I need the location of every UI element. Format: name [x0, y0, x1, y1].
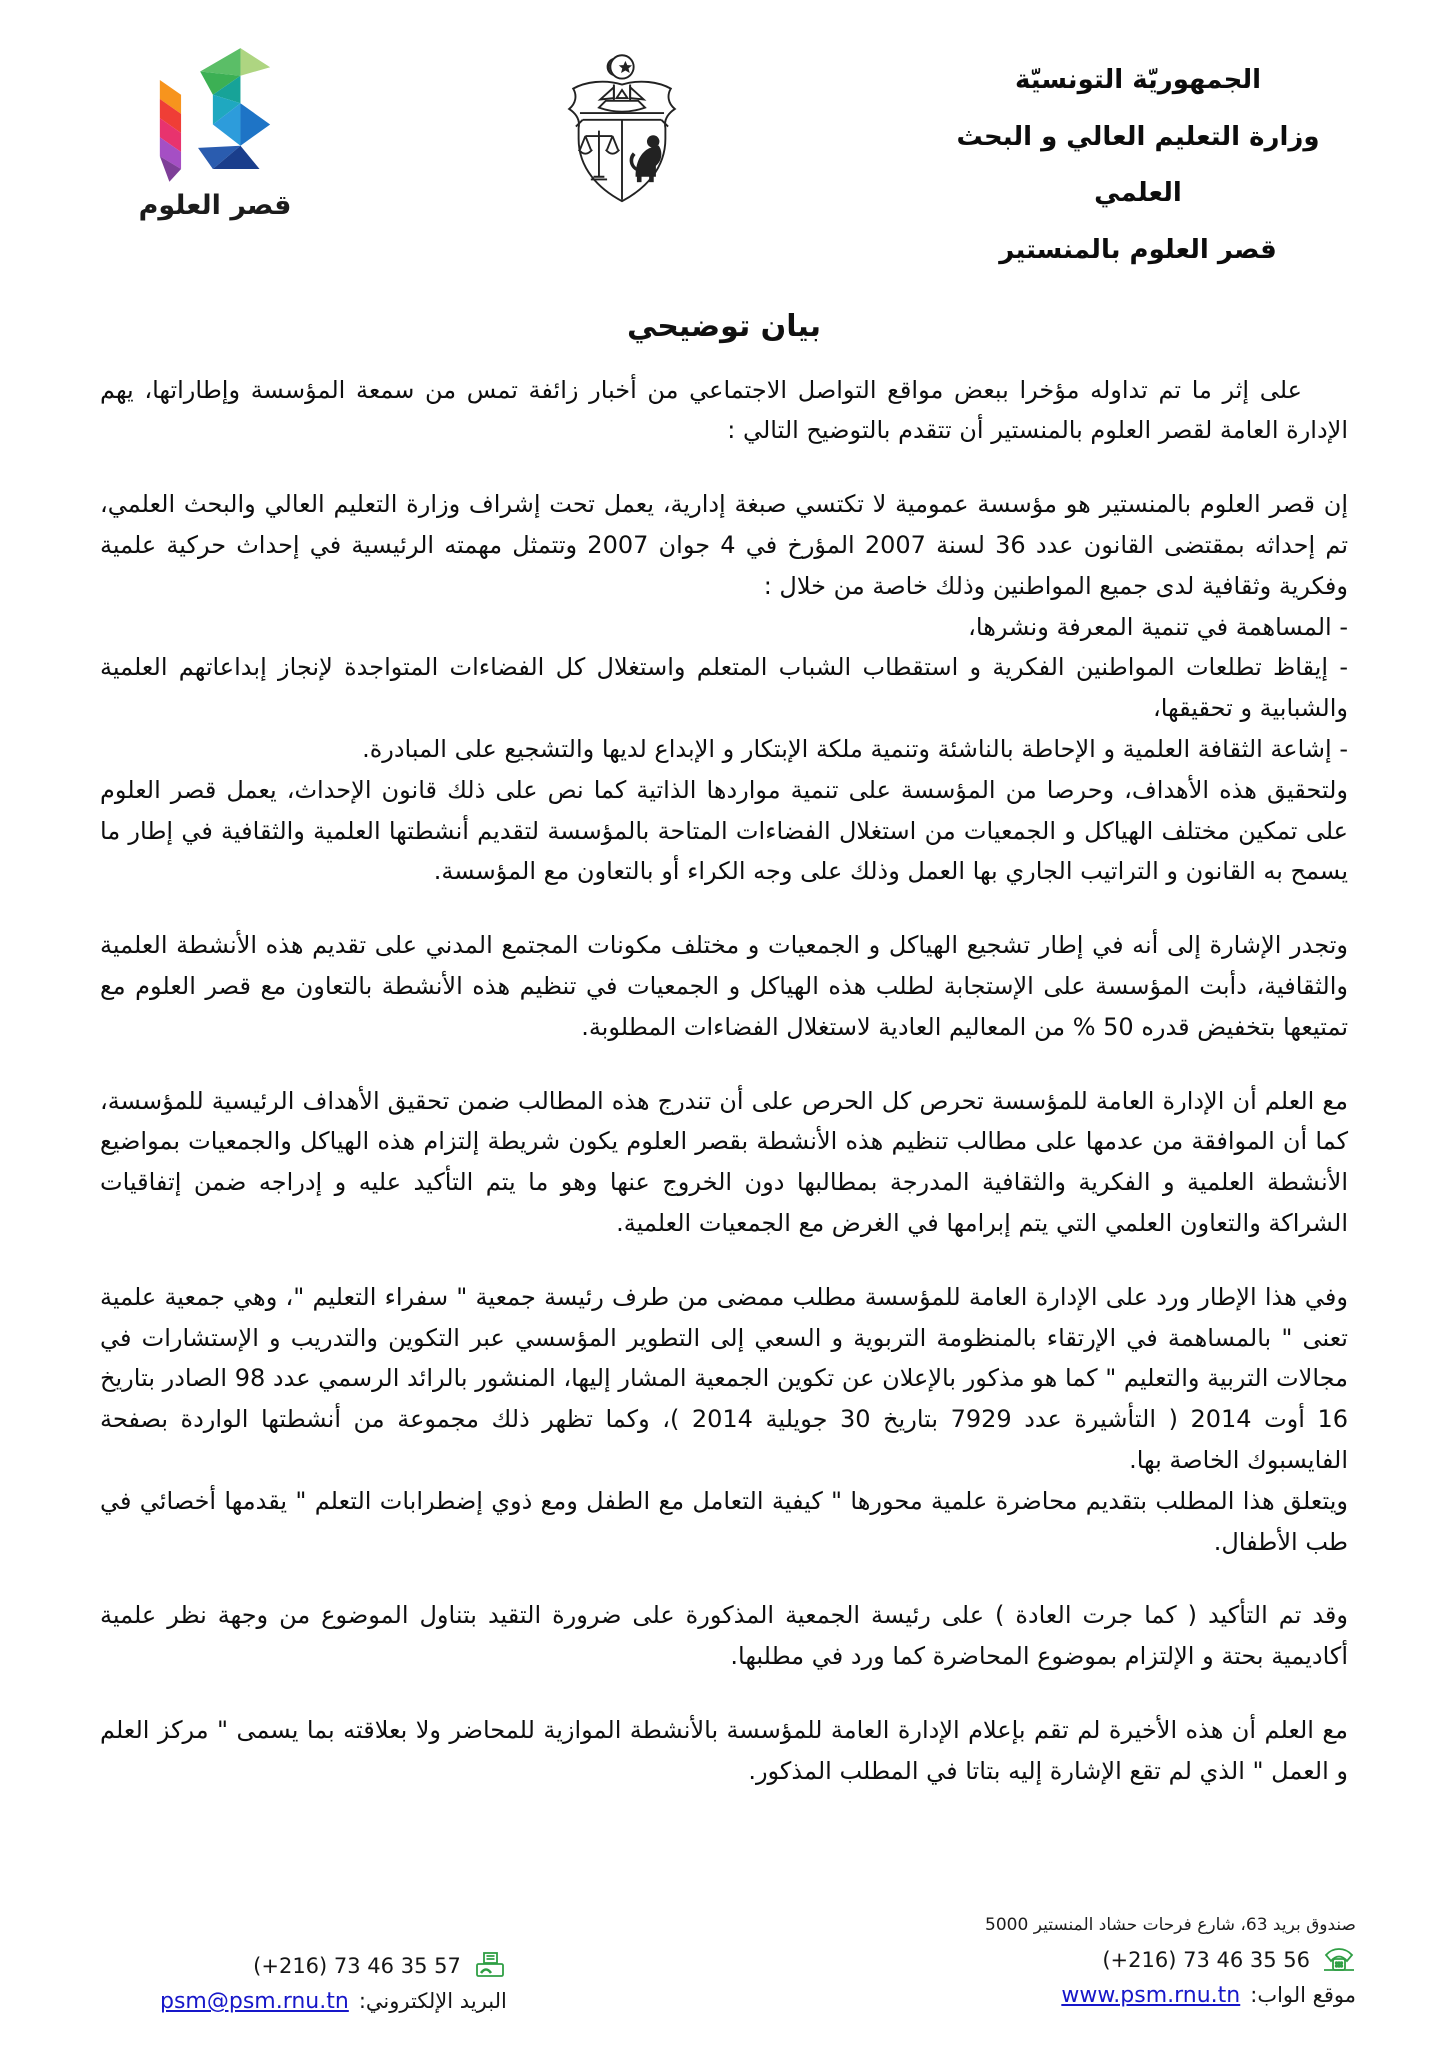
website-label: موقع الواب: — [1250, 1983, 1356, 2007]
paragraph-intro: على إثر ما تم تداوله مؤخرا ببعض مواقع التواصل الاجتماعي من أخبار زائفة تمس من سمعة المؤسسة وإطاراتها، يهم الإدارة العامة لقصر العلوم بالمنستير أن تتقدم بالتوضيح التالي : — [100, 375, 1348, 445]
email-label: البريد الإلكتروني: — [358, 1989, 507, 2013]
phone-row — [1102, 1945, 1356, 1975]
phone-number: (+216) 73 46 35 56 — [1102, 1948, 1310, 1972]
letter-footer — [0, 1915, 1448, 2014]
science-palace-logo-icon — [105, 46, 325, 186]
bullet-item: - إشاعة الثقافة العلمية و الإحاطة بالناشئة وتنمية ملكة الإبتكار و الإبداع لديها والتشجيع على المبادرة. — [362, 735, 1348, 764]
email-row — [160, 1989, 507, 2014]
paragraph-confirmation: وقد تم التأكيد ( كما جرت العادة ) على رئيسة الجمعية المذكورة على ضرورة التقيد بتناول الموضوع من وجهة نظر علمية أكاديمية بحتة و الإلتزام بموضوع المحاضرة كما ورد في مطلبها. — [100, 1601, 1348, 1671]
org-line-ministry: وزارة التعليم العالي و البحث العلمي — [956, 121, 1320, 209]
science-palace-logo-block — [105, 46, 325, 221]
tunisia-coat-of-arms-icon — [547, 52, 697, 212]
tunisia-coat-of-arms-block — [547, 52, 697, 212]
document-body — [0, 344, 1448, 1792]
paragraph-association-request: وفي هذا الإطار ورد على الإدارة العامة للمؤسسة مطلب ممضى من طرف رئيسة جمعية " سفراء التعليم "، وهي جمعية علمية تعنى " بالمساهمة في الإرتقاء بالمنظومة التربوية و السعي إلى التطوير المؤسسي عبر التكوين والتدريب و الإستشارات في مجالات التربية والتعليم " كما هو مذكور بالإعلان عن تكوين الجمعية المشار إليها، المنشور بالرائد الرسمي عدد 98 الصادر بتاريخ 16 أوت 2014 ( التأشيرة عدد 7929 بتاريخ 30 جويلية 2014 )، وكما تظهر ذلك مجموعة من أنشطتها الواردة بصفحة الفايسبوك الخاصة بها. — [100, 1282, 1349, 1475]
letterhead — [0, 0, 1448, 279]
email-link[interactable]: psm@psm.rnu.tn — [160, 1989, 349, 2014]
org-line-republic: الجمهوريّة التونسيّة — [1014, 65, 1262, 95]
bullet-item: - المساهمة في تنمية المعرفة ونشرها، — [968, 612, 1348, 641]
fax-icon — [473, 1951, 507, 1981]
postal-address: صندوق بريد 63، شارع فرحات حشاد المنستير 5000 — [985, 1915, 1356, 1935]
paragraph-resources: ولتحقيق هذه الأهداف، وحرصا من المؤسسة على تنمية مواردها الذاتية كما نص على ذلك قانون الإحداث، يعمل قصر العلوم على تمكين مختلف الهياكل و الجمعيات من استغلال الفضاءات المتاحة بالمؤسسة لتقديم أنشطتها العلمية والثقافية في إطار ما يسمح به القانون و التراتيب الجاري بها العمل وذلك على وجه الكراء أو بالتعاون مع المؤسسة. — [100, 775, 1348, 886]
paragraph-final-note: مع العلم أن هذه الأخيرة لم تقم بإعلام الإدارة العامة للمؤسسة بالأنشطة الموازية للمحاضر ولا بعلاقته بما يسمى " مركز العلم و العمل " الذي لم تقع الإشارة إليه بتاتا في المطلب المذكور. — [100, 1716, 1348, 1785]
logo-caption: قصر العلوم — [138, 190, 292, 221]
paragraph-conditions: مع العلم أن الإدارة العامة للمؤسسة تحرص كل الحرص على أن تندرج هذه المطالب ضمن تحقيق الأهداف الرئيسية للمؤسسة، كما أن الموافقة من عدمها على مطالب تنظيم هذه الأنشطة بقصر العلوم يكون شريطة إلتزام هذه الهياكل والجمعيات بمواضيع الأنشطة العلمية و الفكرية والثقافية المدرجة بمطالبها دون الخروج عنها وهو ما يتم التأكيد عليه و إدراجه ضمن إتفاقيات الشراكة والتعاون العلمي التي يتم إبرامها في الغرض مع الجمعيات العلمية. — [100, 1086, 1348, 1238]
paragraph-lecture: ويتعلق هذا المطلب بتقديم محاضرة علمية محورها " كيفية التعامل مع الطفل ومع ذوي إضطرابات التعلم " يقدمها أخصائي في طب الأطفال. — [100, 1486, 1348, 1556]
fax-row — [253, 1951, 507, 1981]
website-row — [1061, 1983, 1356, 2008]
page-title: بيان توضيحي — [626, 308, 822, 344]
footer-right-column — [985, 1915, 1356, 2008]
bullet-item: - إيقاظ تطلعات المواطنين الفكرية و استقطاب الشباب المتعلم واستغلال كل الفضاءات المتواجدة لإنجاز إبداعاتهم العلمية والشبابية و تحقيقها، — [100, 653, 1348, 723]
paragraph-discount: وتجدر الإشارة إلى أنه في إطار تشجيع الهياكل و الجمعيات و مختلف مكونات المجتمع المدني على تقديم هذه الأنشطة العلمية والثقافية، دأبت المؤسسة على الإستجابة لطلب هذه الهياكل و الجمعيات في تنظيم هذه الأنشطة بالتعاون مع قصر العلوم مع تمتيعها بتخفيض قدره 50 % من المعاليم العادية لاستغلال الفضاءات المطلوبة. — [100, 931, 1348, 1041]
footer-left-column — [160, 1951, 507, 2014]
paragraph-about: إن قصر العلوم بالمنستير هو مؤسسة عمومية لا تكتسي صبغة إدارية، يعمل تحت إشراف وزارة التعليم العالي والبحث العلمي، تم إحداثه بمقتضى القانون عدد 36 لسنة 2007 المؤرخ في 4 جوان 2007 وتتمثل مهمته الرئيسية في إحداث حركية علمية وفكرية وثقافية لدى جميع المواطنين وذلك خاصة من خلال : — [100, 490, 1349, 600]
org-header — [918, 52, 1358, 279]
fax-number: (+216) 73 46 35 57 — [253, 1954, 461, 1978]
phone-icon — [1322, 1945, 1356, 1975]
org-line-institution: قصر العلوم بالمنستير — [999, 235, 1277, 266]
website-link[interactable]: www.psm.rnu.tn — [1061, 1983, 1241, 2008]
